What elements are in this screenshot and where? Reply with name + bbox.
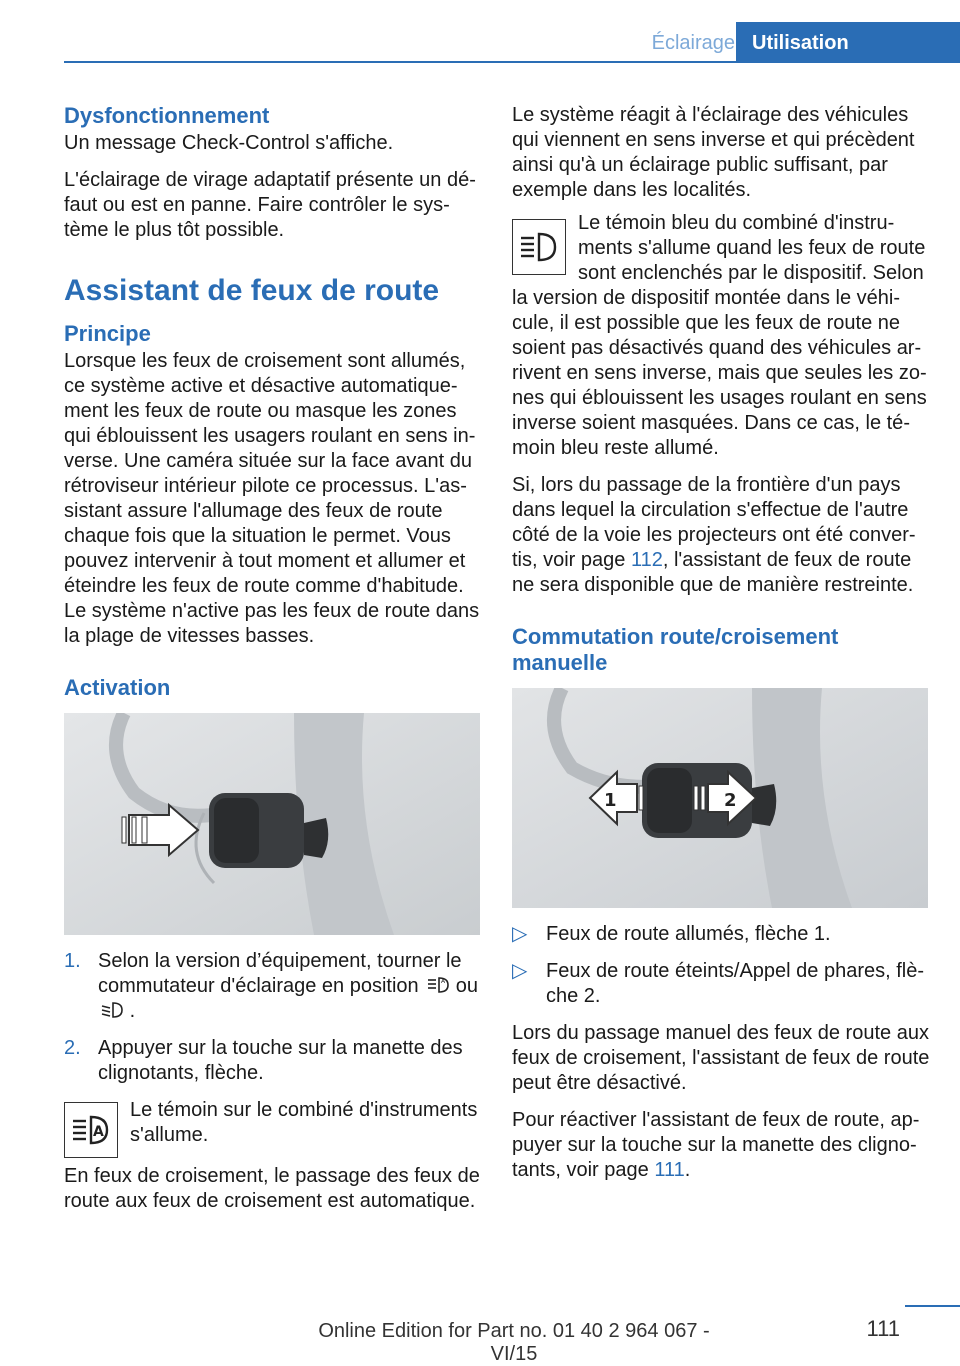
right-paragraph-4: Pour réactiver l'assistant de feux de route, appuyer sur la touche sur la manette des clignotants, voir page 111. (512, 1109, 920, 1181)
indicator-auto-icon (64, 1102, 118, 1158)
page-number: 111 (866, 1316, 900, 1341)
note-1-text: Le témoin sur le combiné d'instruments s'allume. (130, 1099, 478, 1146)
commutation-figure (512, 688, 928, 908)
note-2-text: Le témoin bleu du combiné d'instruments s'allume quand les feux de route sont enclenchés par le dispositif. Selon la version de dispositif montée dans le véhicule, il est possible que les feux de route ne soient pas désactivés quand des véhicules arrivent en sens inverse, mais que seules les zones qui éblouissent les usages roulant en sens inverse soient masquées. Dans ce cas, le témoin bleu reste allumé. (512, 212, 927, 459)
header-tab: Utilisation (736, 22, 960, 63)
principe-heading: Principe (64, 321, 151, 346)
principe-paragraph: Lorsque les feux de croisement sont allumés, ce système active et désactive automatiquement les feux de route ou masque les zones qui éblouissent les usagers roulant en sens inverse. Une caméra située sur la face avant du rétroviseur intérieur pilote ce processus. L'assistant assure l'allumage des feux de route chaque fois que la situation le permet. Vous pouvez intervenir à tout moment et allumer et éteindre les feux de route comme d'habitude. Le système n'active pas les feux de route dans la plage de vitesses basses. (64, 350, 480, 647)
right-paragraph-1: Le système réagit à l'éclairage des véhicules qui viennent en sens inverse et qui précèdent ainsi qu'à un éclairage public suffisant, par exemple dans les localités. (512, 104, 915, 201)
bullet-2: ▷ Feux de route éteints/Appel de phares, flèche 2. (512, 960, 925, 1007)
edition-footer: Online Edition for Part no. 01 40 2 964 067 - VI/15 (318, 1320, 710, 1365)
svg-text:2: 2 (724, 790, 737, 811)
activation-heading: Activation (64, 675, 171, 700)
svg-text:A: A (93, 1124, 104, 1140)
activation-figure (64, 713, 480, 935)
bullet-1: ▷ Feux de route allumés, flèche 1. (512, 923, 831, 945)
right-paragraph-2: Si, lors du passage de la frontière d'un pays dans lequel la circulation s'effectue de l'autre côté de la voie les projecteurs ont été convertis, voir page 112, l'assistant de feux de route ne sera disponible que de manière restreinte. (512, 474, 916, 596)
dysfonctionnement-heading: Dysfonctionnement (64, 103, 270, 128)
main-heading: Assistant de feux de route (64, 274, 440, 307)
commutation-bullets (512, 922, 930, 1009)
low-beam-icon (98, 1000, 124, 1020)
svg-text:A: A (441, 978, 446, 985)
step-2: 2. Appuyer sur la touche sur la manette des clignotants, flèche. (64, 1037, 463, 1084)
right-column (512, 103, 930, 1195)
dys-paragraph-2: L'éclairage de virage adaptatif présente un défaut ou est en panne. Faire contrôler le système le plus tôt possible. (64, 169, 476, 241)
step-1: 1. Selon la version d’équipement, tourner le commutateur d'éclairage en position A ou . (64, 950, 479, 1022)
stalk-illustration (64, 713, 480, 935)
auto-high-beam-icon (424, 975, 450, 995)
stalk-arrows-illustration (512, 688, 928, 908)
activation-steps (64, 949, 482, 1086)
final-paragraph: En feux de croisement, le passage des feux de route aux feux de croisement est automatique. (64, 1165, 480, 1212)
indicator-high-beam-icon (512, 219, 566, 275)
footer-rule (905, 1305, 960, 1307)
indicator-note-1 (64, 1098, 482, 1164)
right-paragraph-3: Lors du passage manuel des feux de route aux feux de croisement, l'assistant de feux de route peut être désactivé. (512, 1022, 930, 1094)
header-section: Éclairage (651, 32, 735, 54)
svg-text:1: 1 (604, 790, 617, 811)
commutation-heading: Commutation route/croisement manuelle (512, 624, 839, 675)
page-link-112[interactable]: 112 (630, 549, 663, 571)
left-column (64, 103, 482, 1226)
dys-paragraph-1: Un message Check-Control s'affiche. (64, 132, 394, 154)
page-link-111[interactable]: 111 (654, 1159, 685, 1181)
